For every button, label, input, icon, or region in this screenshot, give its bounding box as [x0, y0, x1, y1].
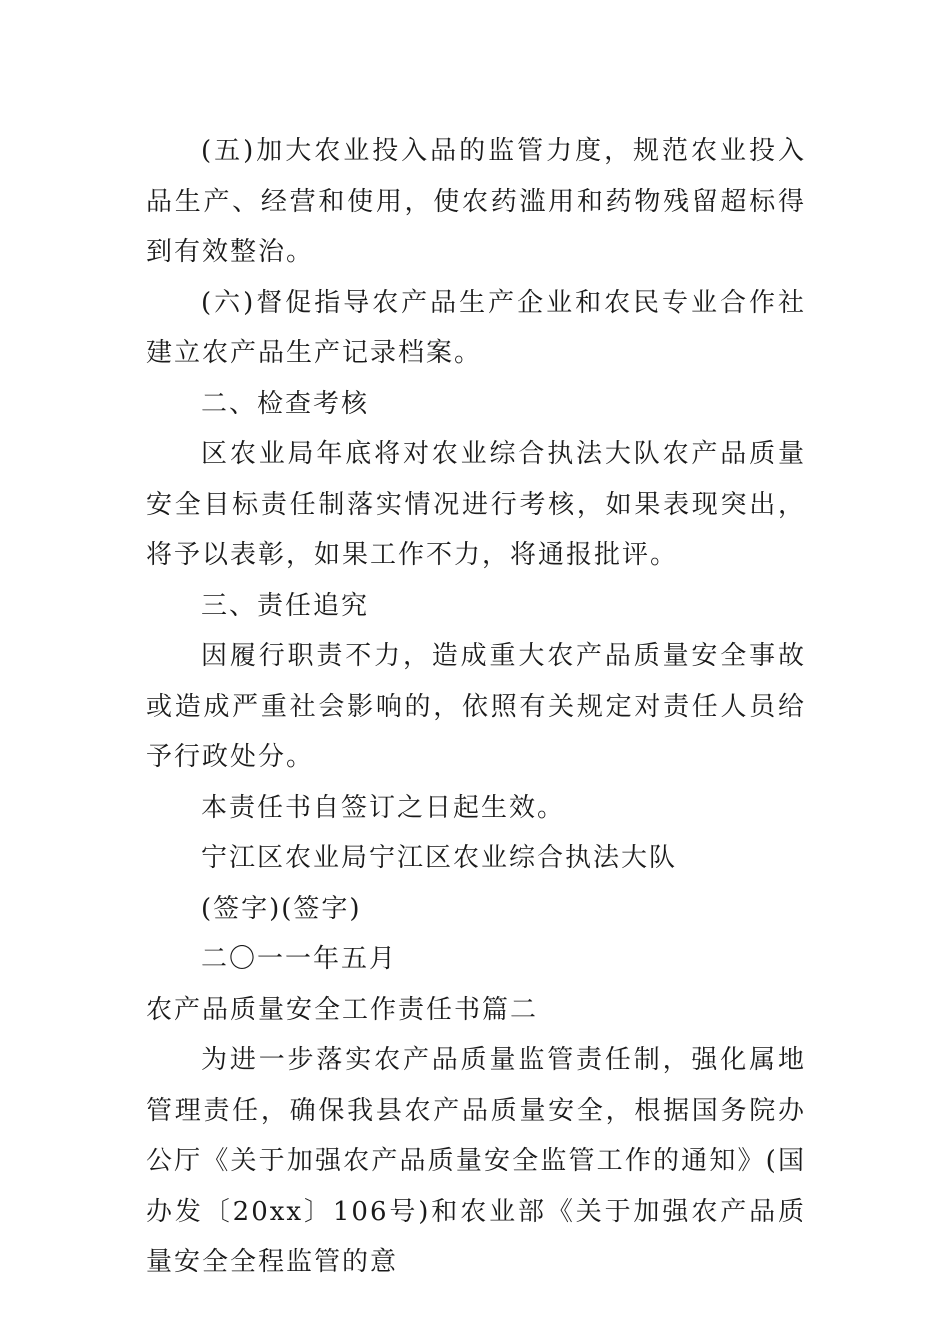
date-line: 二〇一一年五月 — [201, 944, 398, 974]
paragraph-inspection-body: 区农业局年底将对农业综合执法大队农产品质量安全目标责任制落实情况进行考核，如果表现突出，将予以表彰，如果工作不力，将通报批评。 — [146, 439, 806, 570]
part-two-title: 农产品质量安全工作责任书篇二 — [146, 994, 539, 1025]
paragraph-item-5: (五)加大农业投入品的监管力度，规范农业投入品生产、经营和使用，使农药滥用和药物残留超标得到有效整治。 — [146, 136, 806, 267]
paragraph-accountability-body: 因履行职责不力，造成重大农产品质量安全事故或造成严重社会影响的，依照有关规定对责任人员给予行政处分。 — [146, 641, 806, 772]
document-page — [146, 126, 806, 1288]
paragraph-part-two-intro: 为进一步落实农产品质量监管责任制，强化属地管理责任，确保我县农产品质量安全，根据国务院办公厅《关于加强农产品质量安全监管工作的通知》(国办发〔20xx〕106号)和农业部《关于加强农产品质量安全全程监管的意 — [146, 1045, 806, 1277]
section-heading-accountability: 三、责任追究 — [201, 590, 370, 621]
paragraph-effective-clause: 本责任书自签订之日起生效。 — [201, 792, 566, 823]
signatory-organizations: 宁江区农业局宁江区农业综合执法大队 — [201, 843, 678, 873]
paragraph-item-6: (六)督促指导农产品生产企业和农民专业合作社建立农产品生产记录档案。 — [146, 287, 806, 368]
section-heading-inspection: 二、检查考核 — [201, 388, 370, 419]
signature-line: (签字)(签字) — [201, 893, 362, 924]
